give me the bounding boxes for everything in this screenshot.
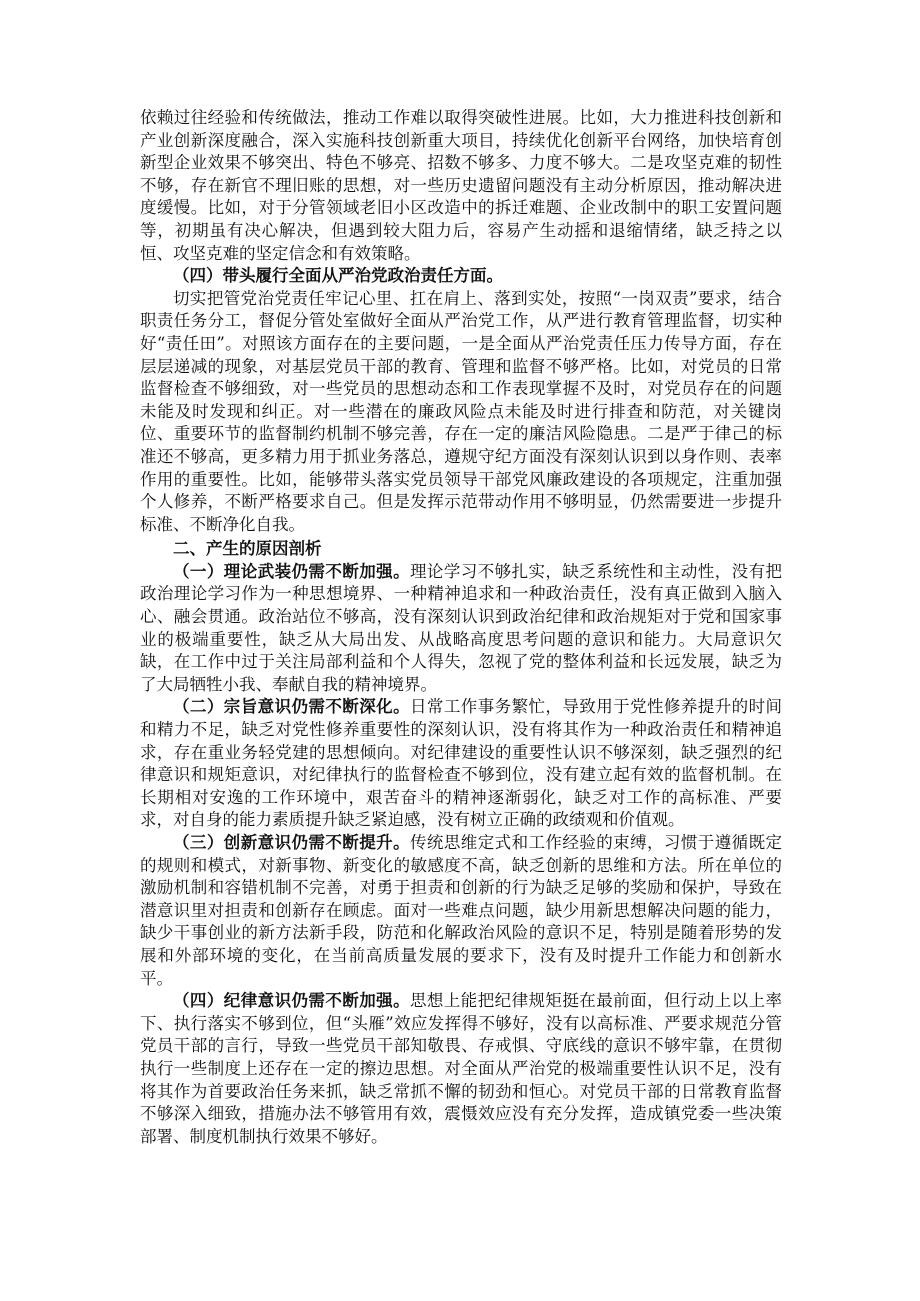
section-2-heading: 二、产生的原因剖析: [173, 539, 322, 559]
cause-2-body: 日常工作事务繁忙，导致用于党性修养提升的时间和精力不足，缺乏对党性修养重要性的深刻认识，没有将其作为一种政治责任和精神追求，存在重业务轻党建的思想倾向。对纪律建设的重要性认识不够深刻，缺乏强烈的纪律意识和规矩意识，对纪律执行的监督检查不够到位，没有建立起有效的监督机制。在长期相对安逸的工作环境中，艰苦奋斗的精神逐渐弱化，缺乏对工作的高标准、严要求，对自身的能力素质提升缺乏紧迫感，没有树立正确的政绩观和价值观。: [140, 697, 783, 830]
cause-1-paragraph: [140, 561, 782, 697]
intro-paragraph: 依赖过往经验和传统做法，推动工作难以取得突破性进展。比如，大力推进科技创新和产业创新深度融合，深入实施科技创新重大项目，持续优化创新平台网络，加快培育创新型企业效果不够突出、特色不够亮、招数不够多、力度不够大。二是攻坚克难的韧性不够，存在新官不理旧账的思想，对一些历史遗留问题没有主动分析原因，推动解决进度缓慢。比如，对于分管领域老旧小区改造中的拆迁难题、企业改制中的职工安置问题等，初期虽有决心解决，但遇到较大阻力后，容易产生动摇和退缩情绪，缺乏持之以恒、攻坚克难的坚定信念和有效策略。: [140, 108, 782, 263]
cause-4-lead: （四）纪律意识仍需不断加强。: [173, 991, 410, 1011]
cause-3-body: 传统思维定式和工作经验的束缚，习惯于遵循既定的规则和模式，对新事物、新变化的敏感度不高，缺乏创新的思维和方法。所在单位的激励机制和容错机制不完善，对勇于担责和创新的行为缺乏足够的奖励和保护，导致在潜意识里对担责和创新存在顾虑。面对一些难点问题，缺少用新思想解决问题的能力，缺少干事创业的新方法新手段，防范和化解政治风险的意识不足，特别是随着形势的发展和外部环境的变化，在当前高质量发展的要求下，没有及时提升工作能力和创新水平。: [140, 833, 783, 988]
cause-1-lead: （一）理论武装仍需不断加强。: [173, 561, 410, 581]
document-page: [140, 107, 782, 1148]
cause-1-body: 理论学习不够扎实，缺乏系统性和主动性，没有把政治理论学习作为一种思想境界、一种精神追求和一种政治责任，没有真正做到入脑入心、融会贯通。政治站位不够高，没有深刻认识到政治纪律和政治规矩对于党和国家事业的极端重要性，缺乏从大局出发、从战略高度思考问题的意识和能力。大局意识欠缺，在工作中过于关注局部利益和个人得失，忽视了党的整体利益和长远发展，缺乏为了大局牺牲小我、奉献自我的精神境界。: [140, 561, 783, 694]
cause-4-paragraph: [140, 990, 782, 1148]
cause-3-lead: （三）创新意识仍需不断提升。: [173, 833, 410, 852]
cause-3-paragraph: [140, 832, 782, 990]
cause-2-paragraph: [140, 696, 782, 832]
cause-2-lead: （二）宗旨意识仍需不断深化。: [173, 697, 410, 717]
subsection-heading-4: （四）带头履行全面从严治党政治责任方面。: [173, 266, 503, 286]
cause-4-body: 思想上能把纪律规矩挺在最前面，但行动上以上率下、执行落实不够到位，但“头雁”效应发挥得不够好，没有以高标准、严要求规范分管党员干部的言行，导致一些党员干部知敬畏、存戒惧、守底线的意识不够牢靠，在贯彻执行一些制度上还存在一定的擦边思想。对全面从严治党的极端重要性认识不足，没有将其作为首要政治任务来抓，缺乏常抓不懈的韧劲和恒心。对党员干部的日常教育监督不够深入细致，措施办法不够管用有效，震慑效应没有充分发挥，造成镇党委一些决策部署、制度机制执行效果不够好。: [140, 991, 783, 1146]
subsection-4-paragraph: 切实把管党治党责任牢记心里、扛在肩上、落到实处，按照“一岗双责”要求，结合职责任务分工，督促分管处室做好全面从严治党工作，从严进行教育管理监督，切实种好“责任田”。对照该方面存在的主要问题，一是全面从严治党责任压力传导方面，存在层层递减的现象，对基层党员干部的教育、管理和监督不够严格。比如，对党员的日常监督检查不够细致，对一些党员的思想动态和工作表现掌握不及时，对党员存在的问题未能及时发现和纠正。对一些潜在的廉政风险点未能及时进行排查和防范，对关键岗位、重要环节的监督制约机制不够完善，存在一定的廉洁风险隐患。二是严于律己的标准还不够高，更多精力用于抓业务落总，遵规守纪方面没有深刻认识到以身作则、表率作用的重要性。比如，能够带头落实党员领导干部党风廉政建设的各项规定，注重加强个人修养，不断严格要求自己。但是发挥示范带动作用不够明显，仍然需要进一步提升标准、不断净化自我。: [140, 288, 782, 534]
